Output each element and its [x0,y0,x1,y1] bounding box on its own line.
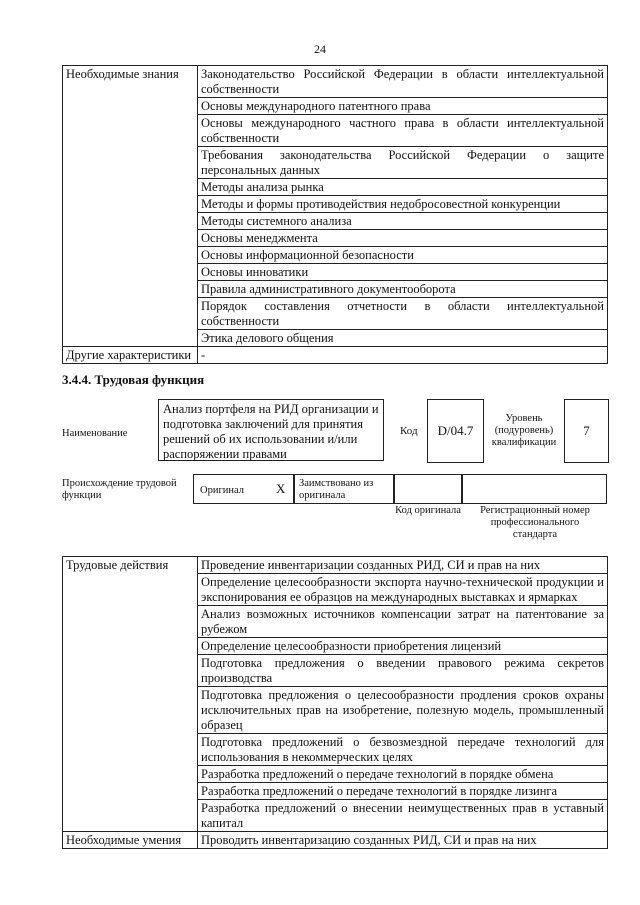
level-label: Уровень (подуровень) квалификации [491,413,557,448]
table-row [63,557,608,574]
row-label: Необходимые знания [63,66,198,347]
page-number: 24 [314,42,326,56]
section-title: 3.4.4. Трудовая функция [62,372,205,387]
original-label: Оригинал [200,485,244,496]
code-caption: Код оригинала [395,505,461,516]
table-cell: Порядок составления отчетности в области интеллектуальной собственности [198,298,608,330]
row-label: Трудовые действия [63,557,198,832]
function-name-box: Анализ портфеля на РИД организации и подготовка заключений для принятия решений об их использовании и/или распоряжении правами [158,399,384,461]
row-label: Другие характеристики [63,347,198,364]
row-label: Необходимые умения [63,832,198,849]
knowledge-table [62,65,608,364]
table-cell: Определение целесообразности приобретения лицензий [198,638,608,655]
table-cell: Проводить инвентаризацию созданных РИД, СИ и прав на них [198,832,608,849]
table-cell: Этика делового общения [198,330,608,347]
borrowed-cell [294,474,394,504]
reg-caption: Регистрационный номер профессионального стандарта [480,505,590,540]
table-row [63,347,608,364]
table-cell: Разработка предложений о передаче технологий в порядке лизинга [198,783,608,800]
table-cell: Подготовка предложения о введении правового режима секретов производства [198,655,608,687]
table-cell: Правила административного документооборота [198,281,608,298]
table-cell: - [198,347,608,364]
table-row [63,66,608,98]
table-cell: Подготовка предложений о безвозмездной передаче технологий для использования в некоммерческих целях [198,734,608,766]
code-box: D/04.7 [427,399,484,463]
original-code-cell [394,474,462,504]
table-cell: Основы международного частного права в области интеллектуальной собственности [198,115,608,147]
origin-label: Происхождение трудовой функции [62,478,177,501]
original-cell [193,474,294,504]
table-cell: Законодательство Российской Федерации в области интеллектуальной собственности [198,66,608,98]
table-cell: Подготовка предложения о целесообразности продления сроков охраны исключительных прав на изобретение, полезную модель, промышленный образец [198,687,608,734]
table-cell: Разработка предложений о внесении неимущественных прав в уставный капитал [198,800,608,832]
table-cell: Основы инноватики [198,264,608,281]
table-cell: Анализ возможных источников компенсации затрат на патентование за рубежом [198,606,608,638]
table-cell: Проведение инвентаризации созданных РИД, СИ и прав на них [198,557,608,574]
table-cell: Определение целесообразности экспорта научно-технической продукции и экспонирования ее образцов на международных выставках и ярмарках [198,574,608,606]
code-label: Код [400,425,418,437]
table-cell: Методы и формы противодействия недобросовестной конкуренции [198,196,608,213]
table-cell: Основы менеджмента [198,230,608,247]
actions-table [62,556,608,849]
borrowed-label: Заимствовано из оригинала [299,478,374,501]
table-cell: Разработка предложений о передаче технологий в порядке обмена [198,766,608,783]
registration-number-cell [462,474,607,504]
table-cell: Методы системного анализа [198,213,608,230]
table-cell: Методы анализа рынка [198,179,608,196]
table-row [63,832,608,849]
table-cell: Основы информационной безопасности [198,247,608,264]
original-mark: X [276,481,286,496]
name-label: Наименование [62,428,128,439]
level-box: 7 [564,399,609,463]
table-cell: Требования законодательства Российской Федерации о защите персональных данных [198,147,608,179]
table-cell: Основы международного патентного права [198,98,608,115]
